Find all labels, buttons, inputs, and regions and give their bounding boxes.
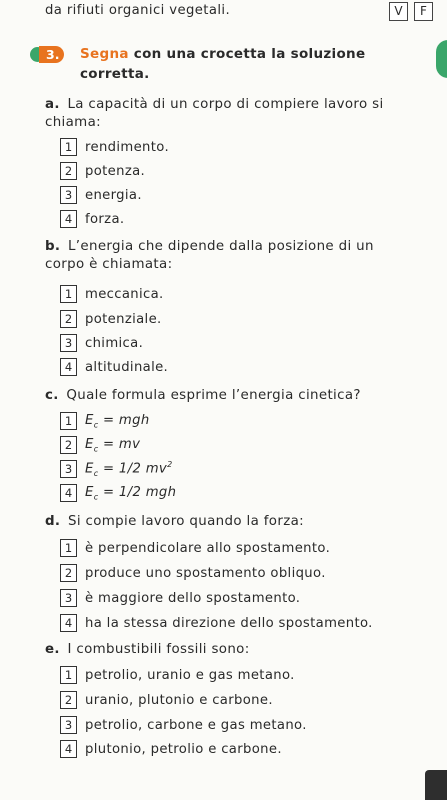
checkbox[interactable]: 4 bbox=[60, 614, 77, 632]
option-d3[interactable] bbox=[60, 589, 300, 607]
question-text: corpo è chiamata: bbox=[45, 257, 173, 272]
page-corner-tab bbox=[425, 770, 447, 800]
option-label: rendimento. bbox=[85, 139, 170, 155]
option-e3[interactable] bbox=[60, 716, 307, 734]
exercise-instruction bbox=[80, 44, 365, 84]
question-letter: e. bbox=[45, 642, 60, 657]
option-label: ha la stessa direzione dello spostamento. bbox=[85, 615, 373, 631]
checkbox[interactable]: 2 bbox=[60, 310, 77, 328]
true-box[interactable]: V bbox=[389, 2, 408, 21]
checkbox[interactable]: 3 bbox=[60, 589, 77, 607]
option-c4[interactable] bbox=[60, 484, 176, 502]
question-a bbox=[45, 96, 440, 132]
option-label: altitudinale. bbox=[85, 359, 169, 375]
option-d1[interactable] bbox=[60, 539, 330, 557]
option-c1[interactable] bbox=[60, 412, 150, 430]
option-e4[interactable] bbox=[60, 740, 282, 758]
checkbox[interactable]: 4 bbox=[60, 740, 77, 758]
question-c bbox=[45, 387, 440, 405]
option-label: produce uno spostamento obliquo. bbox=[85, 565, 326, 581]
option-b4[interactable] bbox=[60, 358, 168, 376]
checkbox[interactable]: 2 bbox=[60, 162, 77, 180]
formula: $E_c = 1/2$ $mv^2$ bbox=[85, 459, 173, 479]
option-label: petrolio, carbone e gas metano. bbox=[85, 717, 307, 733]
checkbox[interactable]: 1 bbox=[60, 412, 77, 430]
checkbox[interactable]: 2 bbox=[60, 691, 77, 709]
option-label: potenza. bbox=[85, 163, 146, 179]
previous-exercise-tail: da rifiuti organici vegetali. bbox=[45, 3, 231, 18]
option-c3[interactable] bbox=[60, 460, 173, 478]
checkbox[interactable]: 3 bbox=[60, 186, 77, 204]
option-e2[interactable] bbox=[60, 691, 273, 709]
formula: $E_c$ = mgh bbox=[85, 412, 150, 430]
question-text: L’energia che dipende dalla posizione di un bbox=[67, 239, 374, 254]
checkbox[interactable]: 1 bbox=[60, 539, 77, 557]
question-text: I combustibili fossili sono: bbox=[67, 642, 250, 657]
option-a4[interactable] bbox=[60, 210, 124, 228]
checkbox[interactable]: 2 bbox=[60, 436, 77, 454]
formula: $E_c$ = mv bbox=[85, 436, 141, 454]
question-text: chiama: bbox=[45, 115, 101, 130]
option-label: è perpendicolare allo spostamento. bbox=[85, 540, 331, 556]
false-box[interactable]: F bbox=[414, 2, 433, 21]
checkbox[interactable]: 4 bbox=[60, 358, 77, 376]
exercise-number: 3. bbox=[39, 46, 64, 63]
checkbox[interactable]: 4 bbox=[60, 210, 77, 228]
option-b2[interactable] bbox=[60, 310, 162, 328]
option-b1[interactable] bbox=[60, 285, 164, 303]
checkbox[interactable]: 1 bbox=[60, 285, 77, 303]
question-letter: c. bbox=[45, 388, 59, 403]
page-edge-tab bbox=[436, 40, 447, 78]
checkbox[interactable]: 3 bbox=[60, 334, 77, 352]
checkbox[interactable]: 3 bbox=[60, 460, 77, 478]
checkbox[interactable]: 1 bbox=[60, 666, 77, 684]
instruction-text-2: corretta. bbox=[80, 66, 150, 82]
option-d2[interactable] bbox=[60, 564, 326, 582]
checkbox[interactable]: 3 bbox=[60, 716, 77, 734]
option-d4[interactable] bbox=[60, 614, 373, 632]
option-label: chimica. bbox=[85, 335, 144, 351]
option-a3[interactable] bbox=[60, 186, 142, 204]
option-e1[interactable] bbox=[60, 666, 295, 684]
checkbox[interactable]: 2 bbox=[60, 564, 77, 582]
option-b3[interactable] bbox=[60, 334, 143, 352]
option-label: uranio, plutonio e carbone. bbox=[85, 692, 273, 708]
instruction-text-1: con una crocetta la soluzione bbox=[128, 46, 366, 62]
question-letter: a. bbox=[45, 97, 60, 112]
question-text: Si compie lavoro quando la forza: bbox=[67, 514, 304, 529]
instruction-verb: Segna bbox=[80, 46, 129, 62]
option-label: meccanica. bbox=[85, 286, 164, 302]
checkbox[interactable]: 1 bbox=[60, 138, 77, 156]
option-label: petrolio, uranio e gas metano. bbox=[85, 667, 295, 683]
option-c2[interactable] bbox=[60, 436, 140, 454]
question-e bbox=[45, 641, 440, 659]
checkbox[interactable]: 4 bbox=[60, 484, 77, 502]
option-a2[interactable] bbox=[60, 162, 145, 180]
formula: $E_c = 1/2$ mgh bbox=[85, 484, 177, 502]
question-letter: b. bbox=[45, 239, 61, 254]
option-label: energia. bbox=[85, 187, 142, 203]
question-d bbox=[45, 513, 440, 531]
option-label: potenziale. bbox=[85, 311, 162, 327]
question-text: Quale formula esprime l’energia cinetica? bbox=[66, 388, 361, 403]
option-label: forza. bbox=[85, 211, 125, 227]
question-text: La capacità di un corpo di compiere lavoro si bbox=[67, 97, 384, 112]
option-a1[interactable] bbox=[60, 138, 169, 156]
option-label: plutonio, petrolio e carbone. bbox=[85, 741, 282, 757]
question-b bbox=[45, 238, 440, 274]
question-letter: d. bbox=[45, 514, 61, 529]
option-label: è maggiore dello spostamento. bbox=[85, 590, 301, 606]
